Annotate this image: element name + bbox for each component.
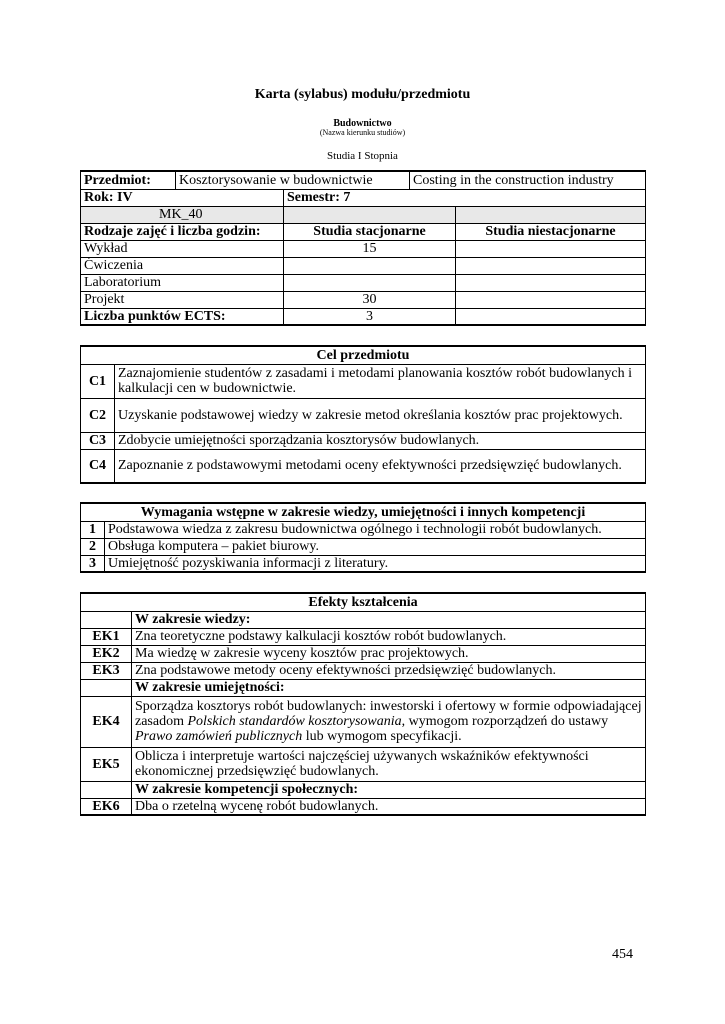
- part-time-header: Studia niestacjonarne: [456, 223, 646, 240]
- requirement-text: Umiejętność pozyskiwania informacji z literatury.: [105, 555, 646, 572]
- requirement-text: Obsługa komputera – pakiet biurowy.: [105, 538, 646, 555]
- requirement-number: 3: [81, 555, 105, 572]
- part-time-hours: [456, 274, 646, 291]
- objective-code: C2: [81, 398, 115, 432]
- full-time-hours: 30: [284, 291, 456, 308]
- skills-header: W zakresie umiejętności:: [132, 679, 646, 696]
- class-type-name: Projekt: [81, 291, 284, 308]
- full-time-header: Studia stacjonarne: [284, 223, 456, 240]
- empty-cell: [81, 781, 132, 798]
- empty-cell: [81, 611, 132, 628]
- full-time-hours: 15: [284, 240, 456, 257]
- requirement-number: 1: [81, 521, 105, 538]
- outcomes-title: Efekty kształcenia: [81, 593, 646, 611]
- outcome-text: [132, 696, 646, 747]
- objective-text: Uzyskanie podstawowej wiedzy w zakresie metod określania kosztów prac projektowych.: [115, 398, 646, 432]
- social-header: W zakresie kompetencji społecznych:: [132, 781, 646, 798]
- requirements-title: Wymagania wstępne w zakresie wiedzy, umiejętności i innych kompetencji: [81, 503, 646, 521]
- objective-text: Zaznajomienie studentów z zasadami i metodami planowania kosztów robót budowlanych i kalkulacji cen w budownictwie.: [115, 364, 646, 398]
- subject-label: Przedmiot:: [81, 171, 176, 189]
- semester-label: Semestr: 7: [284, 189, 646, 206]
- info-table: [80, 170, 646, 326]
- module-code: MK_40: [81, 206, 284, 223]
- year-label: Rok: IV: [81, 189, 284, 206]
- objective-code: C3: [81, 432, 115, 449]
- requirements-table: [80, 502, 646, 573]
- outcome-text-part: Sporządza kosztorys robót budowlanych: inwestorski i ofertowy w formie odpowiadającej zasadom: [135, 699, 642, 729]
- ects-value: 3: [284, 308, 456, 325]
- standard-title: Polskich standardów kosztorysowania: [187, 714, 402, 729]
- outcome-code: EK2: [81, 645, 132, 662]
- full-time-hours: [284, 257, 456, 274]
- class-type-name: Laboratorium: [81, 274, 284, 291]
- outcome-code: EK4: [81, 696, 132, 747]
- objective-code: C4: [81, 449, 115, 483]
- outcome-code: EK1: [81, 628, 132, 645]
- field-of-study-caption: (Nazwa kierunku studiów): [319, 128, 406, 137]
- part-time-hours: [456, 291, 646, 308]
- study-level: Studia I Stopnia: [327, 150, 398, 162]
- document-title: Karta (sylabus) modułu/przedmiotu: [254, 87, 471, 102]
- empty-cell: [456, 206, 646, 223]
- outcome-code: EK5: [81, 747, 132, 781]
- outcomes-table: [80, 592, 646, 816]
- field-of-study: Budownictwo: [333, 118, 392, 129]
- outcome-text: Zna podstawowe metody oceny efektywności przedsięwzięć budowlanych.: [132, 662, 646, 679]
- objective-text: Zdobycie umiejętności sporządzania kosztorysów budowlanych.: [115, 432, 646, 449]
- page-number: 454: [612, 947, 633, 962]
- part-time-hours: [456, 257, 646, 274]
- class-types-header: Rodzaje zajęć i liczba godzin:: [81, 223, 284, 240]
- knowledge-header: W zakresie wiedzy:: [132, 611, 646, 628]
- empty-cell: [81, 679, 132, 696]
- ects-label: Liczba punktów ECTS:: [81, 308, 284, 325]
- objectives-title: Cel przedmiotu: [81, 346, 646, 364]
- outcome-text-part: lub wymogom specyfikacji.: [302, 729, 462, 744]
- objective-code: C1: [81, 364, 115, 398]
- class-type-name: Ćwiczenia: [81, 257, 284, 274]
- subject-name-en: Costing in the construction industry: [410, 171, 646, 189]
- outcome-text-part: , wymogom rozporządzeń do ustawy: [401, 714, 609, 729]
- objective-text: Zapoznanie z podstawowymi metodami oceny efektywności przedsięwzięć budowlanych.: [115, 449, 646, 483]
- requirement-number: 2: [81, 538, 105, 555]
- full-time-hours: [284, 274, 456, 291]
- requirement-text: Podstawowa wiedza z zakresu budownictwa ogólnego i technologii robót budowlanych.: [105, 521, 646, 538]
- outcome-code: EK6: [81, 798, 132, 815]
- outcome-text: Oblicza i interpretuje wartości najczęściej używanych wskaźników efektywności ekonomicznej przedsięwzięć budowlanych.: [132, 747, 646, 781]
- outcome-code: EK3: [81, 662, 132, 679]
- subject-name-pl: Kosztorysowanie w budownictwie: [176, 171, 410, 189]
- empty-cell: [284, 206, 456, 223]
- outcome-text: Ma wiedzę w zakresie wyceny kosztów prac projektowych.: [132, 645, 646, 662]
- part-time-hours: [456, 240, 646, 257]
- empty-cell: [456, 308, 646, 325]
- class-type-name: Wykład: [81, 240, 284, 257]
- law-title: Prawo zamówień publicznych: [135, 729, 303, 744]
- outcome-text: Dba o rzetelną wycenę robót budowlanych.: [132, 798, 646, 815]
- objectives-table: [80, 345, 646, 484]
- outcome-text: Zna teoretyczne podstawy kalkulacji kosztów robót budowlanych.: [132, 628, 646, 645]
